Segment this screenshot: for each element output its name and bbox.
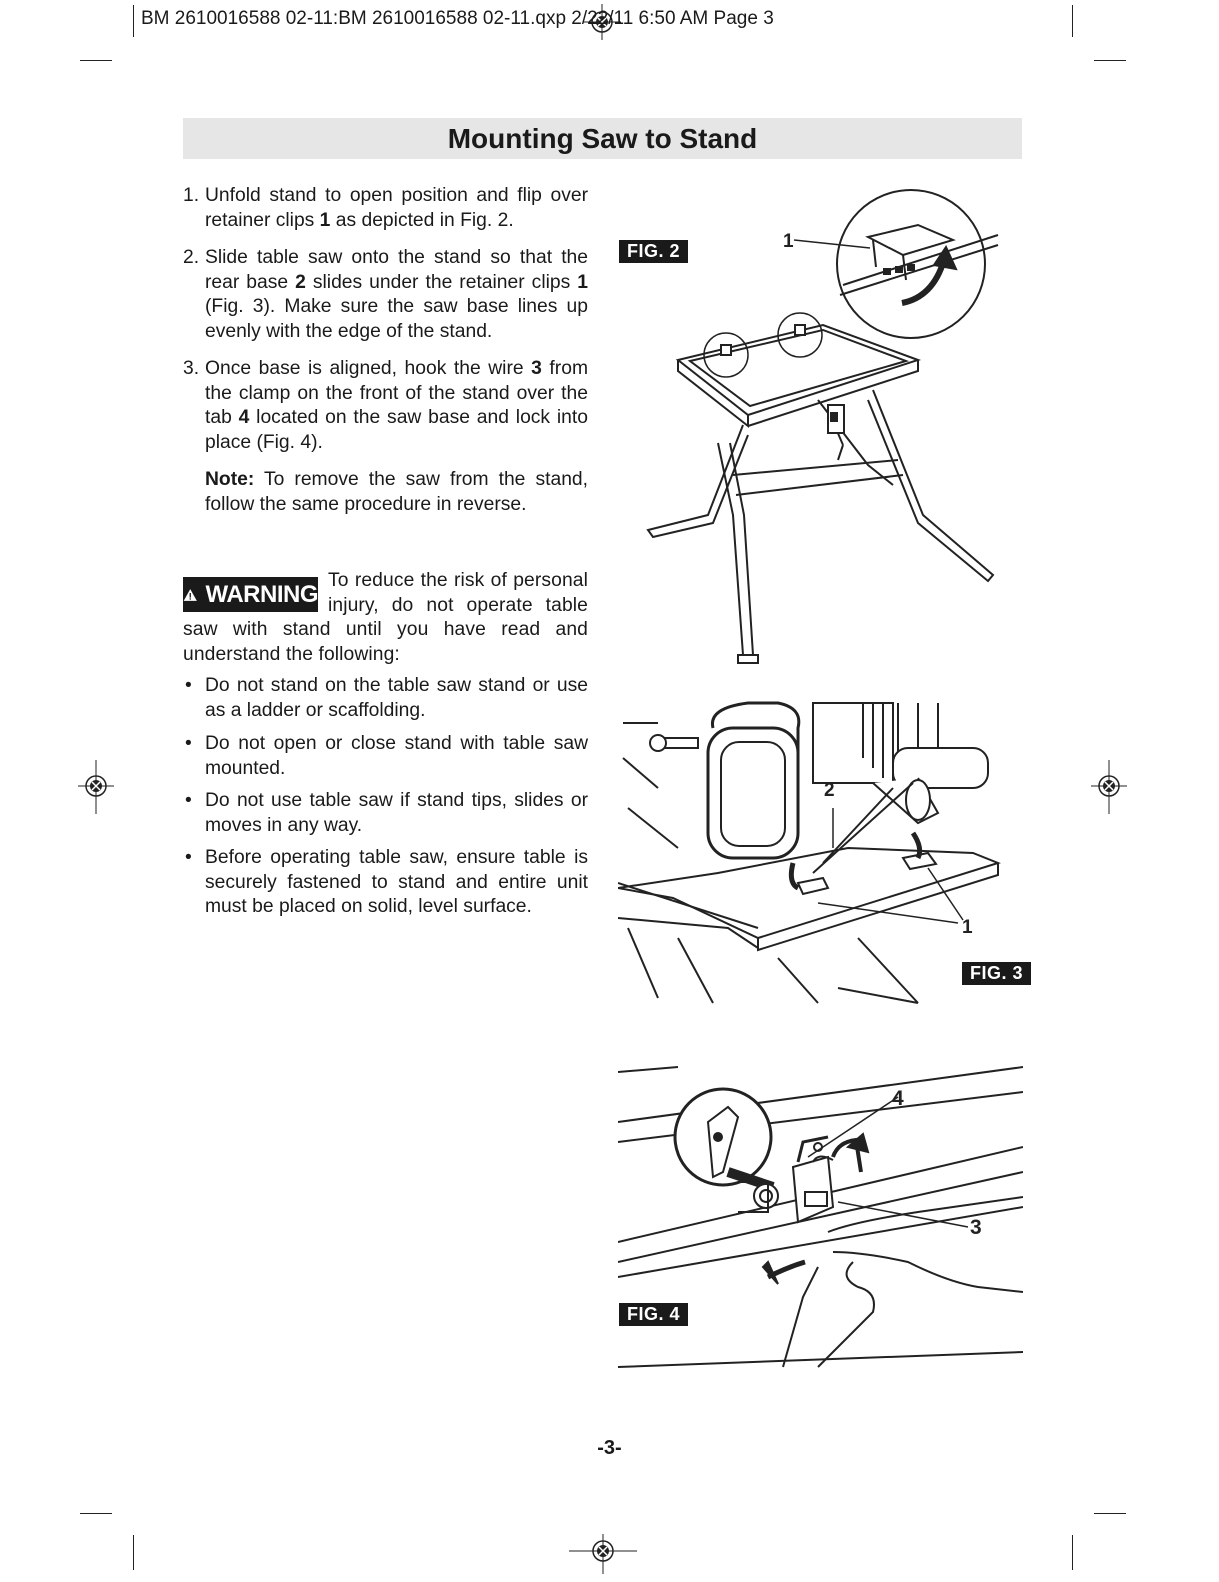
warning-text: To reduce the risk of personal injury, do not operate table saw with stand until you have read and understand the following: — [183, 570, 588, 665]
fig2-label: FIG. 2 — [619, 240, 688, 263]
instructions-column — [183, 184, 588, 924]
crop-mark — [133, 5, 134, 37]
step-text: Slide table saw onto the stand so that the rear base 2 slides under the retainer clips 1 (Fig. 3). Make sure the saw base lines up evenly with the edge of the stand. — [205, 247, 588, 342]
bullet-item: • Do not use table saw if stand tips, slides or moves in any way. — [185, 790, 588, 836]
note-label: Note: — [205, 469, 255, 490]
fig2-callout: 1 — [783, 231, 794, 252]
warning-triangle-icon — [183, 585, 198, 605]
note-text: To remove the saw from the stand, follow the same procedure in reverse. — [205, 469, 588, 515]
step-text: Unfold stand to open position and flip over retainer clips 1 as depicted in Fig. 2. — [205, 185, 588, 231]
fig3-label: FIG. 3 — [962, 962, 1031, 985]
fig4-label: FIG. 4 — [619, 1303, 688, 1326]
file-slug: BM 2610016588 02-11:BM 2610016588 02-11.qxp 2/22/11 6:50 AM Page 3 — [141, 8, 774, 29]
note — [205, 468, 588, 517]
fig3-callout-2: 2 — [824, 780, 835, 801]
warning-label: WARNING — [205, 580, 318, 608]
bullet-item: • Do not open or close stand with table saw mounted. — [185, 733, 588, 779]
crop-mark — [1094, 1513, 1126, 1514]
step-number: 2. — [183, 247, 200, 268]
step-number: 1. — [183, 185, 200, 206]
crop-mark — [1072, 1535, 1073, 1570]
fig4-callout-4: 4 — [892, 1087, 904, 1110]
fig4-callout-3: 3 — [970, 1216, 982, 1239]
page-number: -3- — [597, 1437, 622, 1459]
crop-mark — [133, 1535, 134, 1570]
step-3 — [183, 357, 588, 455]
crop-mark — [80, 1513, 112, 1514]
step-text: Once base is aligned, hook the wire 3 from the clamp on the front of the stand over the tab 4 located on the saw base and lock into place (Fig. 4). — [205, 358, 588, 453]
step-2 — [183, 246, 588, 344]
step-1 — [183, 184, 588, 233]
fig3-callout-1: 1 — [962, 917, 973, 938]
section-header — [183, 118, 1022, 159]
crop-mark — [80, 60, 112, 61]
warning-badge — [183, 577, 318, 612]
page-title: Mounting Saw to Stand — [447, 123, 758, 154]
registration-mark-left-icon — [78, 760, 114, 814]
registration-mark-right-icon — [1091, 760, 1127, 814]
crop-mark — [1094, 60, 1126, 61]
registration-mark-bottom-icon — [569, 1534, 637, 1574]
crop-mark — [1072, 5, 1073, 37]
bullet-item: • Do not stand on the table saw stand or use as a ladder or scaffolding. — [185, 675, 588, 721]
step-number: 3. — [183, 358, 200, 379]
bullet-item: • Before operating table saw, ensure table is securely fastened to stand and entire unit must be placed on solid, level surface. — [185, 847, 588, 917]
